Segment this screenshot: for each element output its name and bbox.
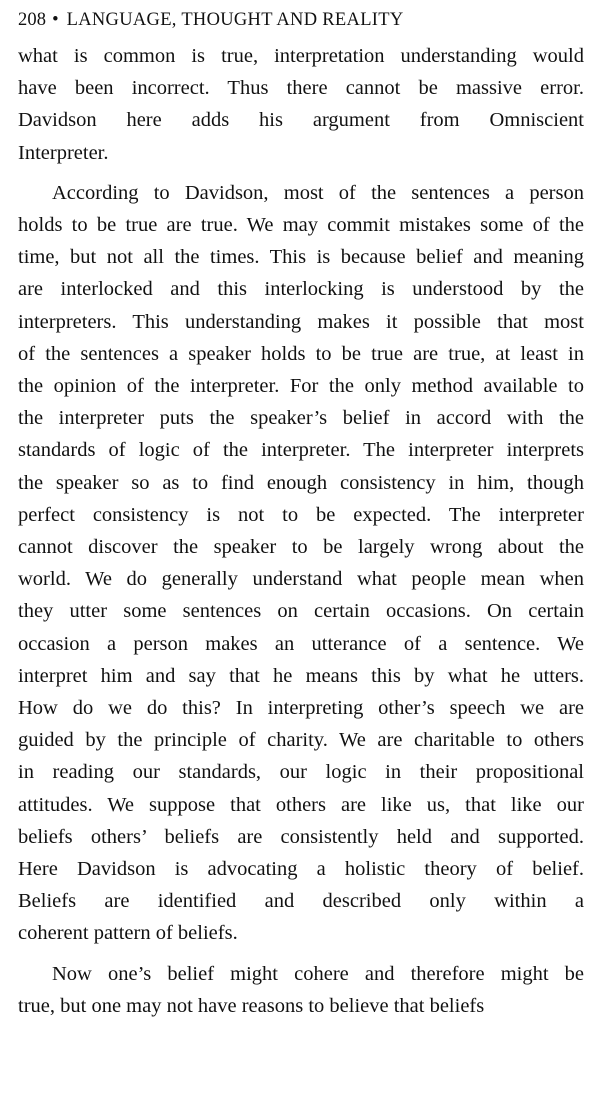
text-line: world. We do generally understand what people mean when <box>18 568 584 591</box>
text-line: Now one’s belief might cohere and therefore might be <box>52 962 584 985</box>
text-line: According to Davidson, most of the sentences a person <box>52 181 584 204</box>
text-line: attitudes. We suppose that others are like us, that like our <box>18 793 584 816</box>
text-line: How do we do this? In interpreting other’s speech we are <box>18 697 584 720</box>
text-line: guided by the principle of charity. We are charitable to others <box>18 729 584 752</box>
text-line: cannot discover the speaker to be largely wrong about the <box>18 536 584 559</box>
paragraph <box>18 958 584 1022</box>
text-line: standards of logic of the interpreter. The interpreter interprets <box>18 439 584 462</box>
text-line: coherent pattern of beliefs. <box>18 922 238 945</box>
text-line: Interpreter. <box>18 141 109 164</box>
paragraph <box>18 40 584 169</box>
body-text <box>18 40 584 1022</box>
text-line: Davidson here adds his argument from Omniscient <box>18 109 584 132</box>
page-number: 208 <box>18 10 47 30</box>
text-line: Here Davidson is advocating a holistic theory of belief. <box>18 858 584 881</box>
text-line: have been incorrect. Thus there cannot be massive error. <box>18 77 584 100</box>
text-line: holds to be true are true. We may commit mistakes some of the <box>18 214 584 237</box>
running-title: LANGUAGE, THOUGHT AND REALITY <box>66 10 404 30</box>
text-line: in reading our standards, our logic in their propositional <box>18 761 584 784</box>
text-line: Beliefs are identified and described only within a <box>18 890 584 913</box>
text-line: the interpreter puts the speaker’s belief in accord with the <box>18 407 584 430</box>
text-line: the opinion of the interpreter. For the only method available to <box>18 375 584 398</box>
text-line: perfect consistency is not to be expected. The interpreter <box>18 503 584 526</box>
text-line: true, but one may not have reasons to believe that beliefs <box>18 994 485 1017</box>
running-head <box>18 6 584 40</box>
text-line: time, but not all the times. This is because belief and meaning <box>18 246 584 269</box>
text-line: interpreters. This understanding makes it possible that most <box>18 310 584 333</box>
paragraph <box>18 177 584 950</box>
text-line: interpret him and say that he means this by what he utters. <box>18 664 584 687</box>
text-line: what is common is true, interpretation understanding would <box>18 45 584 67</box>
text-line: occasion a person makes an utterance of a sentence. We <box>18 632 584 655</box>
text-line: the speaker so as to find enough consistency in him, though <box>18 471 584 494</box>
header-separator: • <box>52 10 59 30</box>
text-line: beliefs others’ beliefs are consistently held and supported. <box>18 825 584 848</box>
text-line: of the sentences a speaker holds to be true are true, at least in <box>18 342 584 365</box>
text-line: they utter some sentences on certain occasions. On certain <box>18 600 584 623</box>
text-line: are interlocked and this interlocking is understood by the <box>18 278 584 301</box>
